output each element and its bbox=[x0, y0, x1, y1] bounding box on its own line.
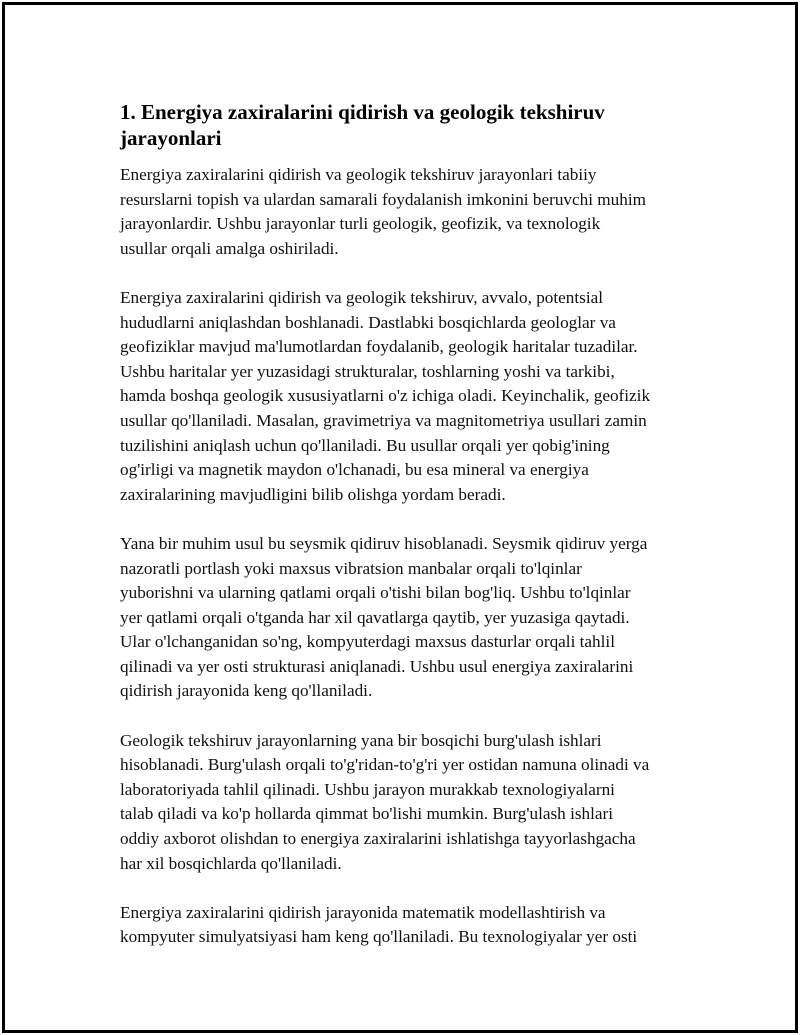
page-frame bbox=[2, 2, 798, 1033]
text-line: tuzilishini aniqlash uchun qo'llaniladi. Bu usullar orqali yer qobig'ining bbox=[120, 435, 610, 455]
text-line: resurslarni topish va ulardan samarali foydalanish imkonini beruvchi muhim bbox=[120, 189, 647, 209]
text-line: talab qiladi va ko'p hollarda qimmat bo'lishi mumkin. Burg'ulash ishlari bbox=[120, 804, 614, 824]
heading-line: 1. Energiya zaxiralarini qidirish va geologik tekshiruv bbox=[120, 100, 605, 124]
document-body bbox=[120, 99, 710, 975]
text-line: Ushbu haritalar yer yuzasidagi strukturalar, toshlarning yoshi va tarkibi, bbox=[120, 361, 615, 381]
text-line: har xil bosqichlarda qo'llaniladi. bbox=[120, 853, 342, 873]
paragraph bbox=[120, 286, 710, 507]
text-line: Energiya zaxiralarini qidirish va geologik tekshiruv, avvalo, potentsial bbox=[120, 287, 604, 307]
text-line: kompyuter simulyatsiyasi ham keng qo'llaniladi. Bu texnologiyalar yer osti bbox=[120, 927, 638, 947]
text-line: yuborishni va ularning qatlami orqali o'tishi bilan bog'liq. Ushbu to'lqinlar bbox=[120, 583, 631, 603]
text-line: geofiziklar mavjud ma'lumotlardan foydalanib, geologik haritalar tuzadilar. bbox=[120, 337, 638, 357]
text-line: jarayonlardir. Ushbu jarayonlar turli geologik, geofizik, va texnologik bbox=[120, 214, 601, 234]
paragraph bbox=[120, 729, 710, 877]
text-line: qilinadi va yer osti strukturasi aniqlanadi. Ushbu usul energiya zaxiralarini bbox=[120, 656, 634, 676]
paragraph bbox=[120, 163, 710, 261]
heading-line: jarayonlari bbox=[120, 126, 222, 150]
text-line: Yana bir muhim usul bu seysmik qidiruv hisoblanadi. Seysmik qidiruv yerga bbox=[120, 533, 648, 553]
text-line: Geologik tekshiruv jarayonlarning yana bir bosqichi burg'ulash ishlari bbox=[120, 730, 602, 750]
text-line: usullar qo'llaniladi. Masalan, gravimetriya va magnitometriya usullari zamin bbox=[120, 410, 647, 430]
text-line: qidirish jarayonida keng qo'llaniladi. bbox=[120, 681, 373, 701]
text-line: hisoblanadi. Burg'ulash orqali to'g'ridan-to'g'ri yer ostidan namuna olinadi va bbox=[120, 755, 650, 775]
text-line: Energiya zaxiralarini qidirish jarayonida matematik modellashtirish va bbox=[120, 902, 606, 922]
text-line: nazoratli portlash yoki maxsus vibratsion manbalar orqali to'lqinlar bbox=[120, 558, 582, 578]
paragraph bbox=[120, 532, 710, 704]
text-line: Energiya zaxiralarini qidirish va geologik tekshiruv jarayonlari tabiiy bbox=[120, 165, 597, 184]
text-line: og'irligi va magnetik maydon o'lchanadi, bu esa mineral va energiya bbox=[120, 460, 589, 480]
paragraph bbox=[120, 901, 710, 950]
text-line: oddiy axborot olishdan to energiya zaxiralarini ishlatishga tayyorlashgacha bbox=[120, 829, 636, 849]
section-heading bbox=[120, 99, 710, 151]
text-line: yer qatlami orqali o'tganda har xil qavatlarga qaytib, yer yuzasiga qaytadi. bbox=[120, 607, 630, 627]
text-line: zaxiralarining mavjudligini bilib olishga yordam beradi. bbox=[120, 484, 506, 504]
text-line: laboratoriyada tahlil qilinadi. Ushbu jarayon murakkab texnologiyalarni bbox=[120, 779, 615, 799]
text-line: Ular o'lchanganidan so'ng, kompyuterdagi maxsus dasturlar orqali tahlil bbox=[120, 632, 615, 652]
text-line: hududlarni aniqlashdan boshlanadi. Dastlabki bosqichlarda geologlar va bbox=[120, 312, 616, 332]
text-line: hamda boshqa geologik xususiyatlarni o'z ichiga oladi. Keyinchalik, geofizik bbox=[120, 386, 651, 406]
text-line: usullar orqali amalga oshiriladi. bbox=[120, 238, 339, 258]
